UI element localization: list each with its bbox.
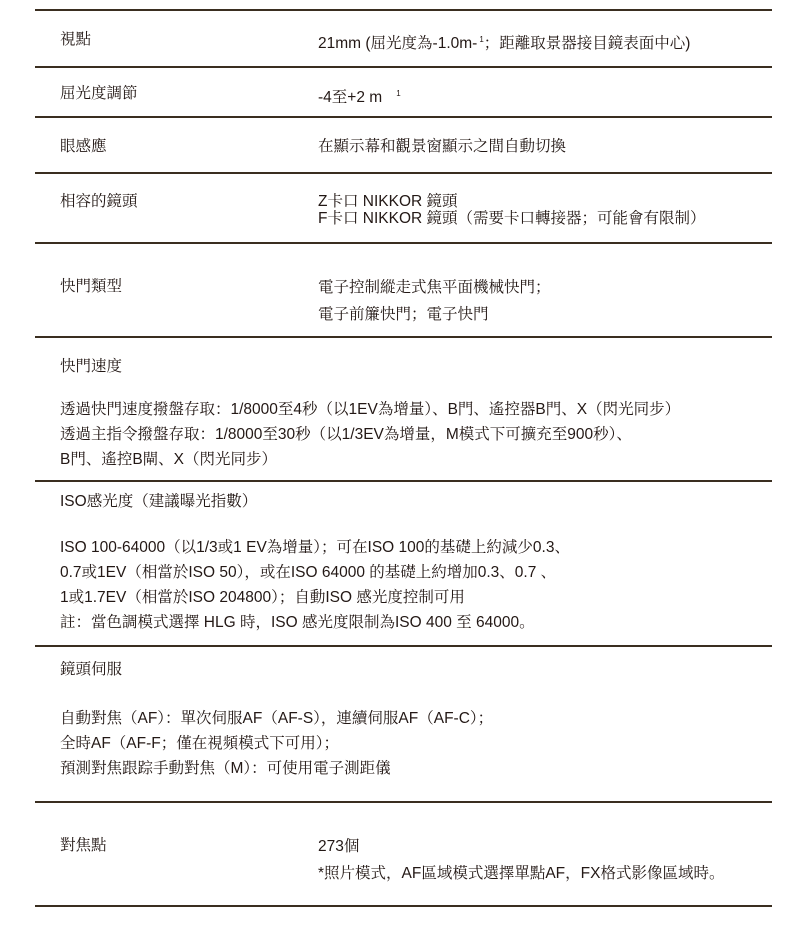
eyepoint-value-note: ；距離取景器接目鏡表面中心) <box>483 35 691 52</box>
spec-label-diopter: 屈光度調節 <box>60 85 138 102</box>
value-line: 自動對焦（AF）：單次伺服AF（AF-S），連續伺服AF（AF-C）； <box>60 710 494 727</box>
value-line: Z卡口 NIKKOR 鏡頭 <box>318 193 458 210</box>
divider <box>35 116 772 118</box>
diopter-value: -4至+2 m <box>318 89 383 106</box>
divider <box>35 645 772 647</box>
value-line: 電子前簾快門；電子快門 <box>318 306 489 323</box>
divider <box>35 480 772 482</box>
spec-label-iso: ISO感光度（建議曝光指數） <box>60 493 258 510</box>
spec-label-eyepoint: 視點 <box>60 31 92 48</box>
spec-value-eyepoint <box>318 30 690 54</box>
value-line: *照片模式，AF區域模式選擇單點AF，FX格式影像區域時。 <box>318 865 725 882</box>
spec-label-shutter-type: 快門類型 <box>60 278 123 295</box>
divider <box>35 9 772 11</box>
value-line: 電子控制縱走式焦平面機械快門； <box>318 279 551 296</box>
superscript: 1 <box>479 35 484 44</box>
spec-label-compatible-lenses: 相容的鏡頭 <box>60 193 138 210</box>
eyepoint-value-main: 21mm (屈光度為-1.0m- <box>318 35 478 52</box>
spec-value-iso <box>60 535 570 635</box>
spec-value-lens-servo <box>60 706 493 781</box>
divider <box>35 336 772 338</box>
value-line: 全時AF（AF-F；僅在視頻模式下可用）； <box>60 735 339 752</box>
superscript: 1 <box>396 89 401 98</box>
spec-value-shutter-speed <box>60 397 680 472</box>
spec-value-diopter <box>318 84 401 108</box>
value-line: 273個 <box>318 838 360 855</box>
spec-label-eye-sensor: 眼感應 <box>60 138 107 155</box>
spec-value-focus-points <box>318 833 724 887</box>
divider <box>35 801 772 803</box>
divider <box>35 242 772 244</box>
value-line: B門、遙控B閘、X（閃光同步） <box>60 451 278 468</box>
value-line: 透過主指令撥盤存取：1/8000至30秒（以1/3EV為增量，M模式下可擴充至900秒）、 <box>60 426 632 443</box>
spec-label-focus-points: 對焦點 <box>60 837 107 854</box>
spec-label-lens-servo: 鏡頭伺服 <box>60 661 123 678</box>
spec-value-compatible-lenses <box>318 193 706 227</box>
divider <box>35 66 772 68</box>
spec-value-eye-sensor: 在顯示幕和觀景窗顯示之間自動切換 <box>318 138 567 155</box>
value-line: 註：當色調模式選擇 HLG 時，ISO 感光度限制為ISO 400 至 64000。 <box>60 614 535 631</box>
spec-label-shutter-speed: 快門速度 <box>60 358 123 375</box>
value-line: 透過快門速度撥盤存取：1/8000至4秒（以1EV為增量）、B門、遙控器B門、X（閃光同步） <box>60 401 681 418</box>
spec-value-shutter-type <box>318 274 551 328</box>
value-line: 預測對焦跟踪手動對焦（M）：可使用電子測距儀 <box>60 760 391 777</box>
value-line: 0.7或1EV（相當於ISO 50），或在ISO 64000 的基礎上約增加0.3、0.7 、 <box>60 564 557 581</box>
value-line: 1或1.7EV（相當於ISO 204800）；自動ISO 感光度控制可用 <box>60 589 465 606</box>
value-line: ISO 100-64000（以1/3或1 EV為增量）；可在ISO 100的基礎上約減少0.3、 <box>60 539 570 556</box>
divider <box>35 172 772 174</box>
value-line: F卡口 NIKKOR 鏡頭（需要卡口轉接器；可能會有限制） <box>318 210 706 227</box>
divider <box>35 905 772 907</box>
